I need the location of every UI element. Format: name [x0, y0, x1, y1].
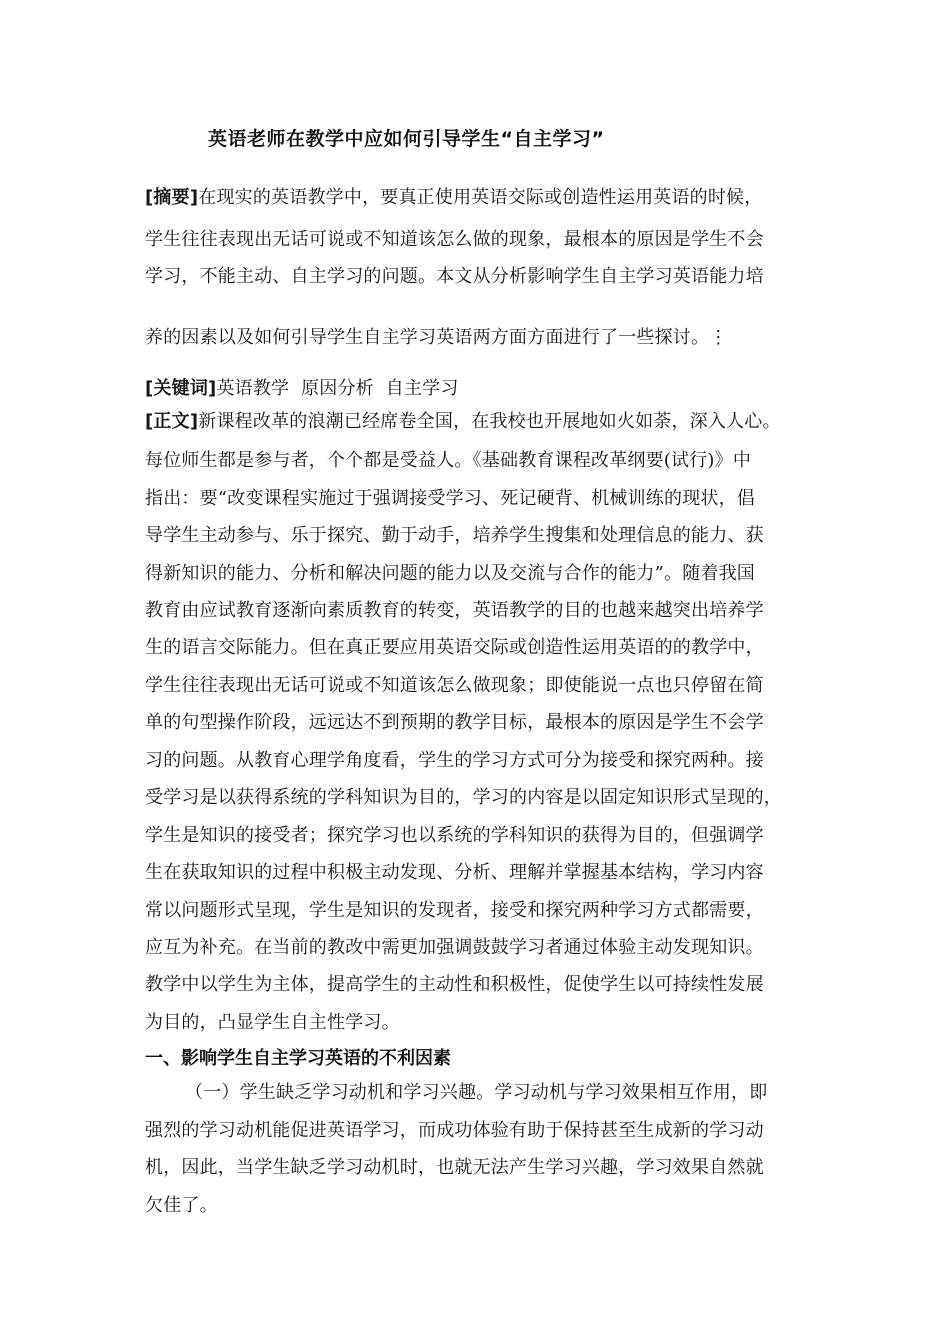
body-line-6: 教育由应试教育逐渐向素质教育的转变，英语教学的目的也越来越突出培养学: [145, 600, 764, 621]
keywords-line: [145, 374, 459, 400]
body-line-10: 习的问题。从教育心理学角度看，学生的学习方式可分为接受和探究两种。接: [145, 750, 764, 771]
abstract-line-1: [145, 183, 762, 209]
document-title: 英语老师在教学中应如何引导学生“自主学习”: [208, 128, 605, 150]
body-line-11: 受学习是以获得系统的学科知识为目的，学习的内容是以固定知识形式呈现的，: [145, 787, 782, 808]
abstract-line-4: 养的因素以及如何引导学生自主学习英语两方面方面进行了一些探讨。⋮: [145, 327, 728, 348]
abstract-line-3: 学习，不能主动、自主学习的问题。本文从分析影响学生自主学习英语能力培: [145, 266, 764, 287]
body-line-5: 得新知识的能力、分析和解决问题的能力以及交流与合作的能力”。随着我国: [145, 563, 755, 584]
body-line-3: 指出：要“改变课程实施过于强调接受学习、死记硬背、机械训练的现状，倡: [145, 488, 755, 509]
body-text: 新课程改革的浪潮已经席卷全国，在我校也开展地如火如荼，深入人心。: [198, 411, 781, 432]
body-tag: [正文]: [145, 411, 199, 432]
body-line-1: [145, 407, 781, 433]
body-line-16: 教学中以学生为主体，提高学生的主动性和积极性，促使学生以可持续性发展: [145, 974, 764, 995]
body-line-14: 常以问题形式呈现，学生是知识的发现者，接受和探究两种学习方式都需要，: [145, 900, 764, 921]
abstract-text: 在现实的英语教学中，要真正使用英语交际或创造性运用英语的时候，: [198, 187, 763, 208]
keywords-text: 英语教学 原因分析 自主学习: [216, 378, 459, 399]
body-line-9: 单的句型操作阶段，远远达不到预期的教学目标，最根本的原因是学生不会学: [145, 712, 764, 733]
body-line-4: 导学生主动参与、乐于探究、勤于动手，培养学生搜集和处理信息的能力、获: [145, 525, 764, 546]
body-line-12: 学生是知识的接受者；探究学习也以系统的学科知识的获得为目的，但强调学: [145, 825, 764, 846]
section-line-1: （一）学生缺乏学习动机和学习兴趣。学习动机与学习效果相互作用，即: [185, 1082, 768, 1103]
section-line-2: 强烈的学习动机能促进英语学习，而成功体验有助于保持甚至生成新的学习动: [145, 1120, 764, 1141]
abstract-line-2: 学生往往表现出无话可说或不知道该怎么做的现象，最根本的原因是学生不会: [145, 229, 764, 250]
abstract-tag: [摘要]: [145, 187, 199, 208]
section-line-3: 机，因此，当学生缺乏学习动机时，也就无法产生学习兴趣，学习效果自然就: [145, 1157, 764, 1178]
body-line-8: 学生往往表现出无话可说或不知道该怎么做现象；即使能说一点也只停留在简: [145, 675, 764, 696]
section-heading: 一、影响学生自主学习英语的不利因素: [145, 1048, 451, 1069]
keywords-tag: [关键词]: [145, 378, 217, 399]
body-line-7: 生的语言交际能力。但在真正要应用英语交际或创造性运用英语的的教学中，: [145, 637, 764, 658]
body-line-13: 生在获取知识的过程中积极主动发现、分析、理解并掌握基本结构，学习内容: [145, 862, 764, 883]
body-line-2: 每位师生都是参与者，个个都是受益人。《基础教育课程改革纲要(试行)》中: [145, 450, 752, 471]
body-line-15: 应互为补充。在当前的教改中需更加强调鼓鼓学习者通过体验主动发现知识。: [145, 937, 764, 958]
section-line-4: 欠佳了。: [145, 1195, 218, 1216]
body-line-17: 为目的，凸显学生自主性学习。: [145, 1012, 400, 1033]
